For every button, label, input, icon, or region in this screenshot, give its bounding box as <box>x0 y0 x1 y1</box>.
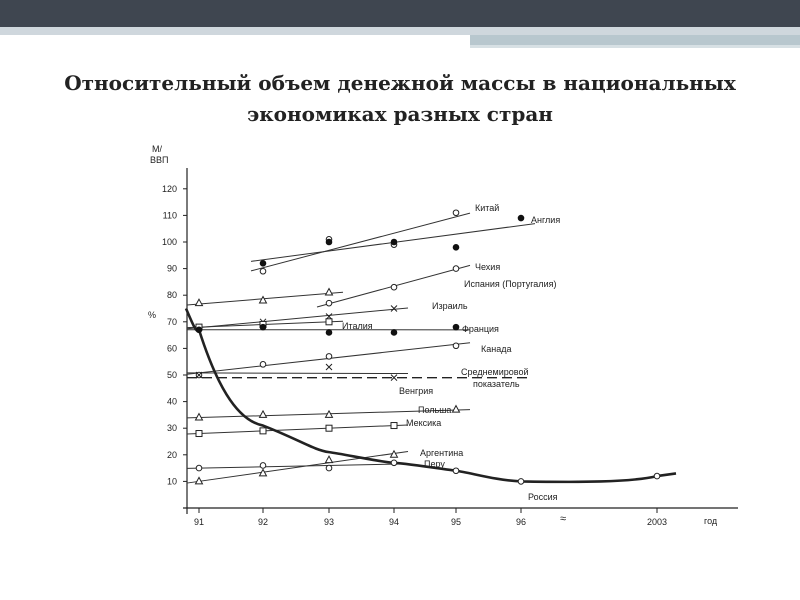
y-tick-label: 10 <box>166 476 177 487</box>
series-label: Аргентина <box>420 448 464 458</box>
chart-series-labels <box>342 203 560 502</box>
x-tick-label: 94 <box>388 517 400 527</box>
data-point <box>260 463 266 469</box>
series-label: Италия <box>342 321 373 331</box>
data-point <box>196 414 203 421</box>
series-label: Перу <box>424 459 445 469</box>
slide-title-line-2: экономиках разных стран <box>247 102 553 126</box>
series-label: Чехия <box>475 262 501 272</box>
series-label: Испания (Португалия) <box>464 279 557 289</box>
slide-title-line-1: Относительный объем денежной массы в национальных <box>64 71 736 95</box>
series-label: Китай <box>475 203 500 213</box>
y-tick-label: 120 <box>161 183 177 194</box>
data-point <box>260 324 266 330</box>
series-line <box>187 373 408 374</box>
data-point <box>260 362 266 368</box>
series-label: Венгрия <box>399 386 434 396</box>
data-point <box>326 319 332 325</box>
x-tick-label: 96 <box>515 517 527 527</box>
y-axis-label-top: М/ <box>152 144 162 154</box>
chart-series-lines <box>186 213 676 483</box>
data-point <box>391 284 397 290</box>
data-point <box>196 327 202 333</box>
data-point <box>391 306 397 312</box>
x-tick-label: 92 <box>257 517 269 527</box>
reference-line-label-1: Среднемировой <box>461 367 529 377</box>
y-tick-label: 70 <box>166 316 177 327</box>
data-point <box>326 465 332 471</box>
data-point <box>196 431 202 437</box>
x-tick-label: 95 <box>450 517 462 527</box>
data-point <box>453 245 459 251</box>
data-point <box>391 423 397 429</box>
data-point <box>196 465 202 471</box>
data-point <box>391 460 397 466</box>
data-point <box>326 300 332 306</box>
data-point <box>326 330 332 336</box>
data-point <box>260 428 266 434</box>
data-point <box>391 239 397 245</box>
data-point <box>391 330 397 336</box>
series-label: Англия <box>531 215 561 225</box>
data-point <box>196 299 203 306</box>
series-label: Россия <box>528 492 558 502</box>
data-point <box>453 210 459 216</box>
reference-line-label-2: показатель <box>473 379 520 389</box>
series-label: Канада <box>481 344 512 354</box>
x-tick-label: 2003 <box>646 517 668 527</box>
y-axis-unit: % <box>148 310 157 320</box>
series-line <box>187 425 408 434</box>
series-label: Польша <box>418 405 452 415</box>
data-point <box>654 473 660 479</box>
series-label: Мексика <box>406 418 442 428</box>
series-line <box>251 213 470 271</box>
data-point <box>453 266 459 272</box>
data-point <box>326 354 332 360</box>
data-point <box>260 268 266 274</box>
data-point <box>518 215 524 221</box>
y-tick-label: 110 <box>162 210 177 221</box>
y-tick-label: 60 <box>166 343 177 354</box>
y-tick-label: 80 <box>166 290 177 301</box>
data-point <box>326 425 332 431</box>
y-tick-label: 20 <box>166 449 177 460</box>
y-tick-label: 50 <box>166 370 177 380</box>
data-point <box>260 297 267 304</box>
x-tick-label: 91 <box>193 517 205 527</box>
series-label: Израиль <box>432 301 468 311</box>
data-point <box>518 479 524 485</box>
y-tick-label: 30 <box>166 423 177 434</box>
data-point <box>453 324 459 330</box>
y-tick-label: 90 <box>166 263 177 274</box>
y-tick-label: 40 <box>166 396 177 407</box>
y-tick-label: 100 <box>161 237 177 247</box>
data-point <box>260 260 266 266</box>
data-point <box>326 456 333 463</box>
x-axis-break-mark: ≈ <box>559 513 567 525</box>
series-line <box>187 308 408 329</box>
x-tick-label: 93 <box>323 517 335 527</box>
data-point <box>453 343 459 349</box>
data-point <box>260 411 267 418</box>
series-label: Франция <box>462 324 499 334</box>
x-axis-label: год <box>704 516 718 526</box>
data-point <box>453 468 459 474</box>
data-point <box>453 406 460 413</box>
data-point <box>326 239 332 245</box>
data-point <box>326 364 332 370</box>
y-axis-label-bottom: ВВП <box>150 155 169 165</box>
data-point <box>326 289 333 296</box>
